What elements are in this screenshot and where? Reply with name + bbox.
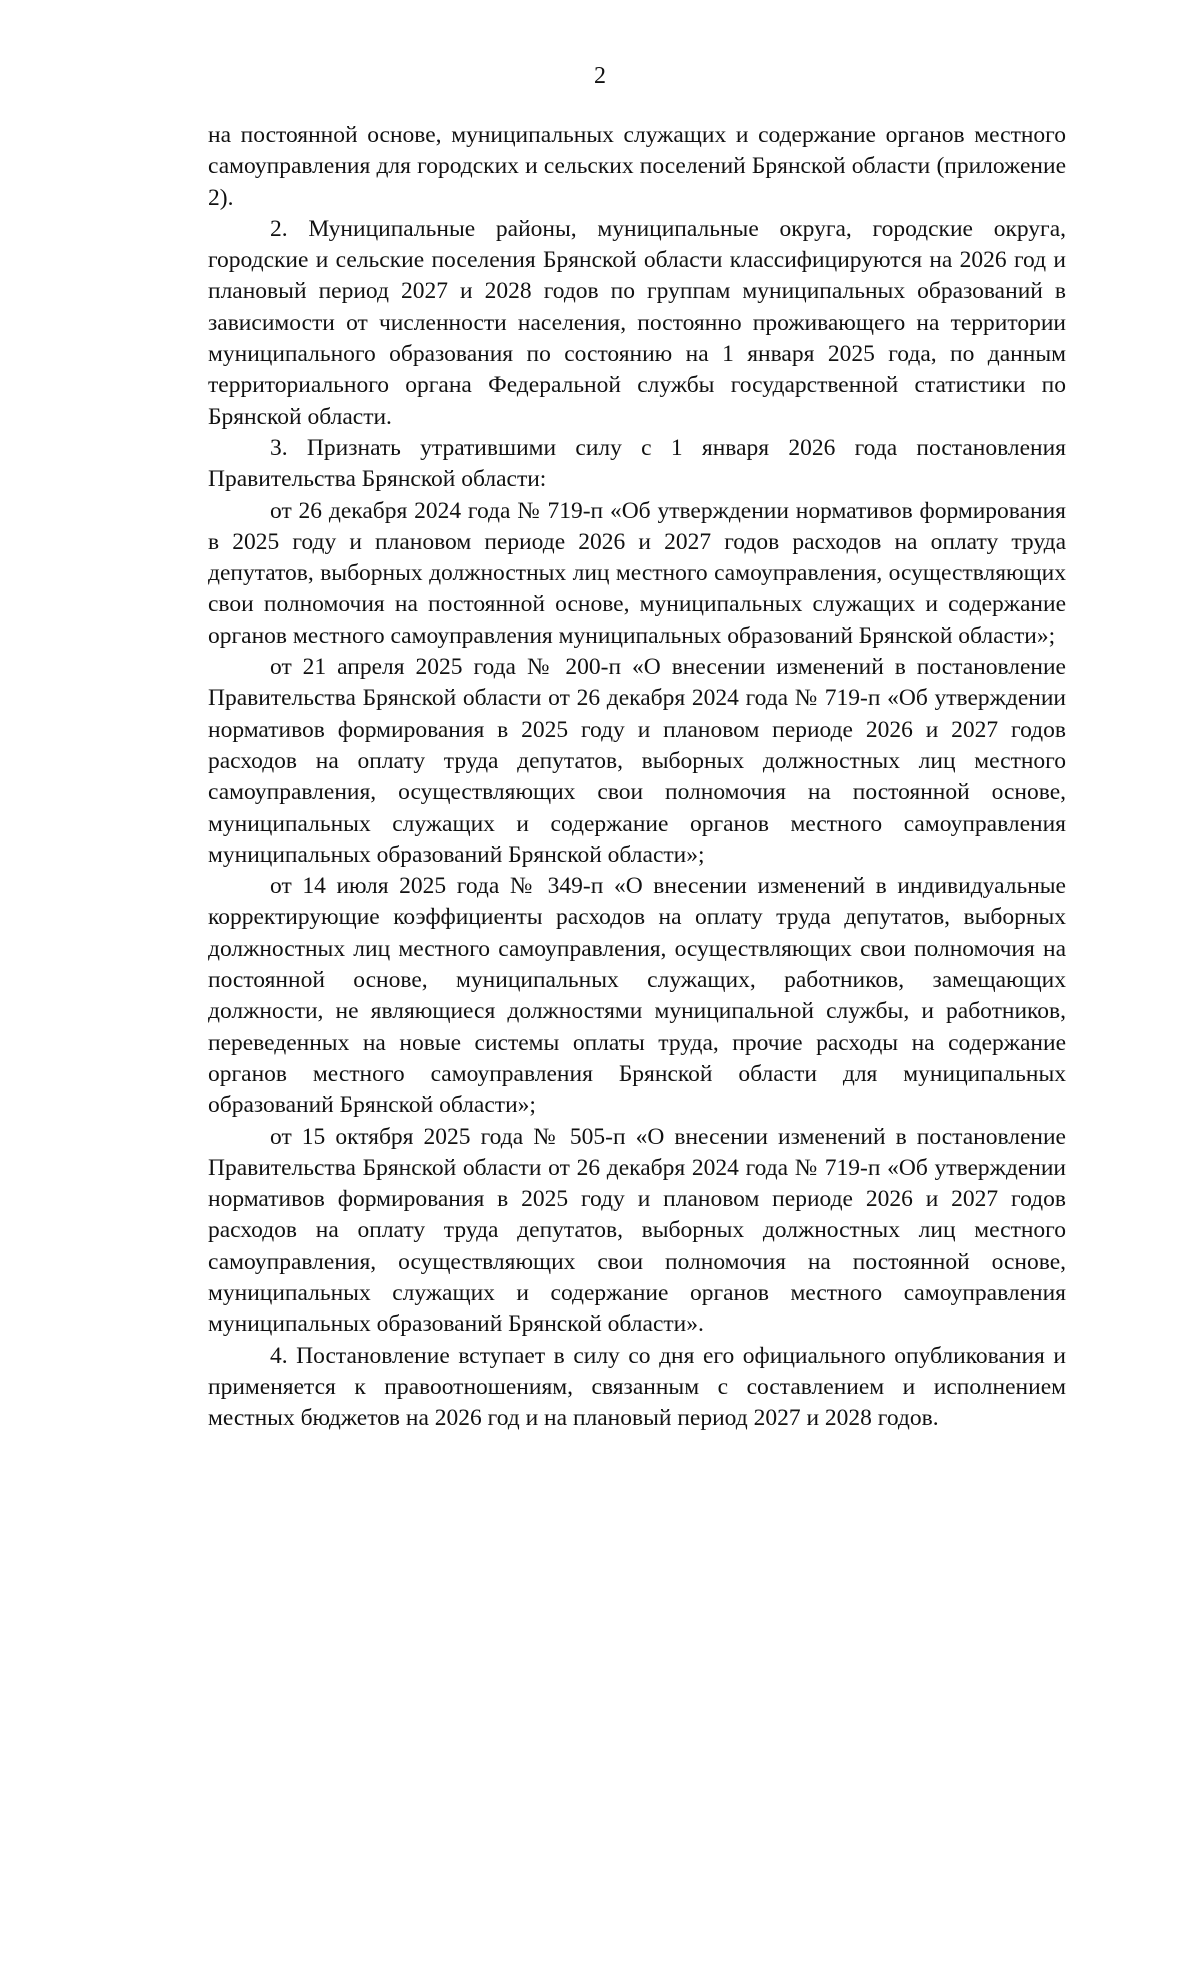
document-body (208, 120, 1066, 1434)
paragraph-item-3-sub-1: от 26 декабря 2024 года № 719-п «Об утверждении нормативов формирования в 2025 году и плановом периоде 2026 и 2027 годов расходов на оплату труда депутатов, выборных должностных лиц местного самоуправления, осуществляющих свои полномочия на постоянной основе, муниципальных служащих и содержание органов местного самоуправления муниципальных образований Брянской области»; (208, 497, 1066, 649)
paragraph-item-3-sub-4: от 15 октября 2025 года № 505-п «О внесении изменений в постановление Правительства Брянской области от 26 декабря 2024 года № 719-п «Об утверждении нормативов формирования в 2025 году и плановом периоде 2026 и 2027 годов расходов на оплату труда депутатов, выборных должностных лиц местного самоуправления, осуществляющих свои полномочия на постоянной основе, муниципальных служащих и содержание органов местного самоуправления муниципальных образований Брянской области». (208, 1123, 1066, 1338)
paragraph-item-3-sub-2: от 21 апреля 2025 года № 200-п «О внесении изменений в постановление Правительства Брянской области от 26 декабря 2024 года № 719-п «Об утверждении нормативов формирования в 2025 году и плановом периоде 2026 и 2027 годов расходов на оплату труда депутатов, выборных должностных лиц местного самоуправления, осуществляющих свои полномочия на постоянной основе, муниципальных служащих и содержание органов местного самоуправления муниципальных образований Брянской области»; (208, 654, 1066, 868)
paragraph-item-2: 2. Муниципальные районы, муниципальные округа, городские округа, городские и сельские поселения Брянской области классифицируются на 2026 год и плановый период 2027 и 2028 годов по группам муниципальных образований в зависимости от численности населения, постоянно проживающего на территории муниципального образования по состоянию на 1 января 2025 года, по данным территориального органа Федеральной службы государственной статистики по Брянской области. (208, 215, 1066, 430)
paragraph-item-3: 3. Признать утратившими силу с 1 января 2026 года постановления Правительства Брянской области: (208, 434, 1066, 493)
paragraph-item-4: 4. Постановление вступает в силу со дня его официального опубликования и применяется к правоотношениям, связанным с составлением и исполнением местных бюджетов на 2026 год и на плановый период 2027 и 2028 годов. (208, 1342, 1066, 1432)
paragraph-intro-continuation: на постоянной основе, муниципальных служащих и содержание органов местного самоуправления для городских и сельских поселений Брянской области (приложение 2). (208, 122, 1066, 211)
page-number: 2 (594, 63, 606, 89)
paragraph-item-3-sub-3: от 14 июля 2025 года № 349-п «О внесении изменений в индивидуальные корректирующие коэффициенты расходов на оплату труда депутатов, выборных должностных лиц местного самоуправления, осуществляющих свои полномочия на постоянной основе, муниципальных служащих, работников, замещающих должности, не являющиеся должностями муниципальной службы, и работников, переведенных на новые системы оплаты труда, прочие расходы на содержание органов местного самоуправления Брянской области для муниципальных образований Брянской области»; (208, 873, 1066, 1119)
